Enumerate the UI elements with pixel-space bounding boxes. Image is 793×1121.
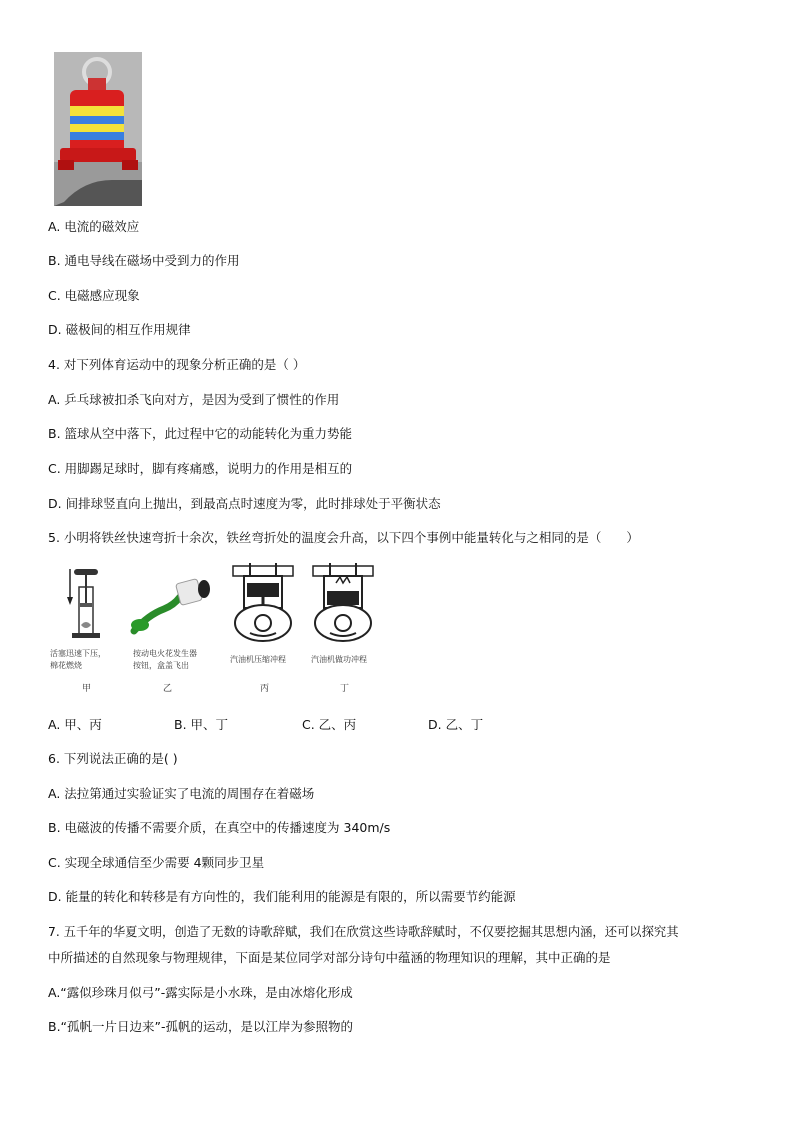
figure-label-yi: 乙 bbox=[163, 684, 173, 694]
q6-option-d: D. 能量的转化和转移是有方向性的，我们能利用的能源是有限的，所以需要节约能源 bbox=[48, 889, 516, 904]
q3-option-a: A. 电流的磁效应 bbox=[48, 219, 140, 234]
figure-bing-compression-stroke bbox=[230, 563, 296, 645]
figure-yi-spark-generator bbox=[128, 575, 216, 637]
q3-option-d: D. 磁极间的相互作用规律 bbox=[48, 322, 191, 337]
figure-bing-caption: 汽油机压缩冲程 bbox=[230, 655, 286, 664]
q4-stem: 4. 对下列体育运动中的现象分析正确的是（ ） bbox=[48, 357, 306, 372]
q6-option-b: B. 电磁波的传播不需要介质，在真空中的传播速度为 340m/s bbox=[48, 820, 391, 835]
figure-ding-power-stroke bbox=[310, 563, 376, 645]
figure-yi-caption-line1: 按动电火花发生器 bbox=[133, 649, 197, 658]
figure-jia-caption-line1: 活塞迅速下压， bbox=[50, 649, 106, 658]
q5-option-d: D. 乙、丁 bbox=[428, 717, 484, 732]
q5-option-a: A. 甲、丙 bbox=[48, 717, 102, 732]
q6-option-c: C. 实现全球通信至少需要 4颗同步卫星 bbox=[48, 855, 265, 870]
q7-stem-line2: 中所描述的自然现象与物理规律，下面是某位同学对部分诗句中蕴涵的物理知识的理解，其中正确的是 bbox=[48, 950, 611, 965]
q4-option-d: D. 间排球竖直向上抛出，到最高点时速度为零，此时排球处于平衡状态 bbox=[48, 496, 441, 511]
q3-option-b: B. 通电导线在磁场中受到力的作用 bbox=[48, 253, 240, 268]
q5-option-c: C. 乙、丙 bbox=[302, 717, 357, 732]
fire-extinguisher-photo bbox=[54, 52, 142, 206]
q4-option-a: A. 乒乓球被扣杀飞向对方，是因为受到了惯性的作用 bbox=[48, 392, 340, 407]
figure-label-ding: 丁 bbox=[340, 684, 350, 694]
figure-label-bing: 丙 bbox=[260, 684, 270, 694]
q4-option-c: C. 用脚踢足球时，脚有疼痛感，说明力的作用是相互的 bbox=[48, 461, 353, 476]
figure-jia-caption-line2: 棉花燃烧 bbox=[50, 661, 82, 670]
figure-jia-piston-diagram bbox=[60, 563, 110, 641]
q7-stem-line1: 7. 五千年的华夏文明，创造了无数的诗歌辞赋，我们在欣赏这些诗歌辞赋时，不仅要挖掘其思想内涵，还可以探究其 bbox=[48, 925, 679, 939]
figure-ding-caption: 汽油机做功冲程 bbox=[311, 655, 367, 664]
q5-option-b: B. 甲、丁 bbox=[174, 717, 229, 732]
q6-option-a: A. 法拉第通过实验证实了电流的周围存在着磁场 bbox=[48, 786, 315, 801]
q6-stem: 6. 下列说法正确的是( ) bbox=[48, 751, 178, 766]
q7-option-b: B.“孤帆一片日边来”-孤帆的运动，是以江岸为参照物的 bbox=[48, 1019, 354, 1034]
figure-yi-caption-line2: 按钮，盒盖飞出 bbox=[133, 661, 189, 670]
q4-option-b: B. 篮球从空中落下，此过程中它的动能转化为重力势能 bbox=[48, 426, 353, 441]
q5-options-row bbox=[48, 715, 748, 733]
figure-label-jia: 甲 bbox=[82, 684, 92, 694]
q7-option-a: A.“露似珍珠月似弓”-露实际是小水珠，是由冰熔化形成 bbox=[48, 985, 353, 1000]
q5-stem: 5. 小明将铁丝快速弯折十余次，铁丝弯折处的温度会升高，以下四个事例中能量转化与之相同的是（ ） bbox=[48, 530, 639, 545]
q3-option-c: C. 电磁感应现象 bbox=[48, 288, 140, 303]
